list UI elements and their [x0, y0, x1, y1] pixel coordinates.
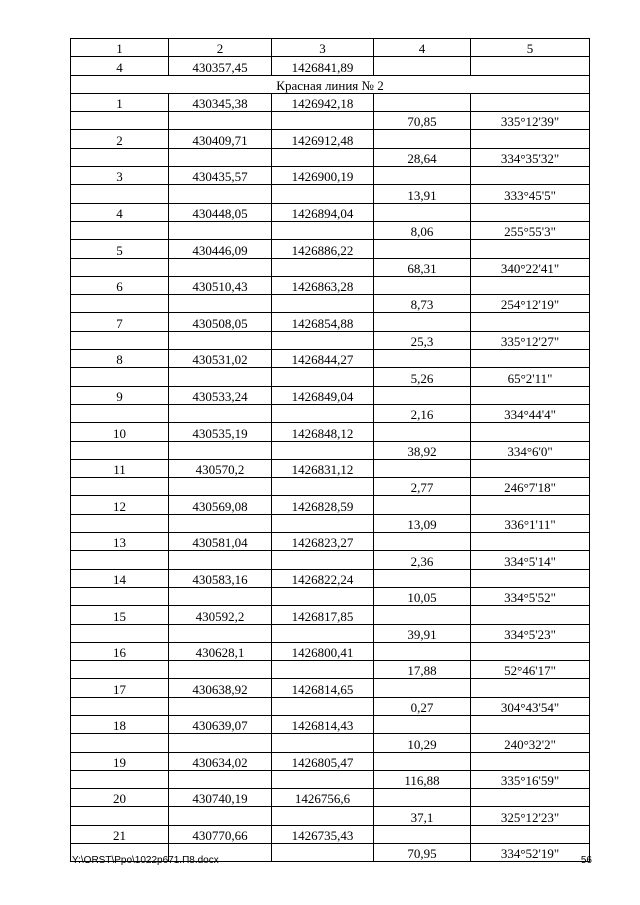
table-cell: 255°55'3" — [471, 221, 590, 239]
table-cell: 430583,16 — [169, 569, 272, 587]
table-cell — [272, 331, 374, 349]
table-cell: 39,91 — [374, 624, 471, 642]
table-cell: 1426886,22 — [272, 240, 374, 258]
header-cell: 4 — [374, 39, 471, 57]
table-cell: 325°12'23" — [471, 807, 590, 825]
table-cell: 336°1'11" — [471, 514, 590, 532]
table-cell: 21 — [71, 825, 169, 843]
table-cell: 430639,07 — [169, 715, 272, 733]
table-cell: 10 — [71, 423, 169, 441]
table-cell: 15 — [71, 606, 169, 624]
table-cell: 5,26 — [374, 368, 471, 386]
table-cell — [71, 734, 169, 752]
table-cell: 13 — [71, 533, 169, 551]
table-row — [71, 752, 590, 770]
table-cell: 2,77 — [374, 478, 471, 496]
table-row — [71, 459, 590, 477]
table-cell: 430638,92 — [169, 679, 272, 697]
table-row — [71, 551, 590, 569]
table-row — [71, 715, 590, 733]
table-cell — [169, 514, 272, 532]
table-cell: 3 — [71, 167, 169, 185]
table-cell — [169, 441, 272, 459]
header-cell: 5 — [471, 39, 590, 57]
table-cell: 430409,71 — [169, 130, 272, 148]
table-row — [71, 478, 590, 496]
table-cell — [71, 148, 169, 166]
table-cell: 1426942,18 — [272, 93, 374, 111]
table-cell — [169, 258, 272, 276]
table-cell: 333°45'5" — [471, 185, 590, 203]
section-title: Красная линия № 2 — [71, 75, 590, 93]
table-cell: 28,64 — [374, 148, 471, 166]
table-cell: 8,06 — [374, 221, 471, 239]
table-cell — [71, 221, 169, 239]
table-cell: 1426817,85 — [272, 606, 374, 624]
table-cell — [272, 770, 374, 788]
table-cell — [272, 258, 374, 276]
table-cell — [374, 679, 471, 697]
table-cell — [374, 313, 471, 331]
table-cell — [471, 276, 590, 294]
table-row — [71, 679, 590, 697]
table-cell — [272, 514, 374, 532]
table-cell — [374, 789, 471, 807]
table-cell: 430531,02 — [169, 350, 272, 368]
table-cell — [471, 789, 590, 807]
table-cell — [71, 441, 169, 459]
table-cell: 13,09 — [374, 514, 471, 532]
table-cell: 6 — [71, 276, 169, 294]
table-cell: 12 — [71, 496, 169, 514]
table-cell: 38,92 — [374, 441, 471, 459]
table-cell: 430592,2 — [169, 606, 272, 624]
table-cell: 18 — [71, 715, 169, 733]
table-cell: 430357,45 — [169, 57, 272, 75]
table-cell: 430533,24 — [169, 386, 272, 404]
table-cell: 430510,43 — [169, 276, 272, 294]
table-cell — [272, 441, 374, 459]
table-cell: 2,16 — [374, 404, 471, 422]
table-cell: 340°22'41" — [471, 258, 590, 276]
table-row — [71, 112, 590, 130]
table-cell — [272, 587, 374, 605]
table-row — [71, 789, 590, 807]
table-row — [71, 386, 590, 404]
table-cell — [374, 533, 471, 551]
table-cell: 8,73 — [374, 295, 471, 313]
table-cell: 334°5'52" — [471, 587, 590, 605]
table-cell: 13,91 — [374, 185, 471, 203]
table-cell — [272, 148, 374, 166]
table-cell — [471, 459, 590, 477]
table-cell: 8 — [71, 350, 169, 368]
table-row — [71, 496, 590, 514]
table-cell: 1426823,27 — [272, 533, 374, 551]
table-cell: 116,88 — [374, 770, 471, 788]
table-cell — [374, 606, 471, 624]
table-cell — [71, 258, 169, 276]
table-cell: 1426756,6 — [272, 789, 374, 807]
table-cell — [374, 752, 471, 770]
table-cell — [272, 478, 374, 496]
table-cell — [71, 807, 169, 825]
table-cell: 1426900,19 — [272, 167, 374, 185]
table-cell — [169, 404, 272, 422]
table-cell — [272, 551, 374, 569]
table-cell — [471, 496, 590, 514]
table-row — [71, 587, 590, 605]
header-cell: 1 — [71, 39, 169, 57]
table-row — [71, 807, 590, 825]
table-cell: 430345,38 — [169, 93, 272, 111]
table-cell — [169, 807, 272, 825]
table-cell — [374, 496, 471, 514]
table-cell — [272, 185, 374, 203]
table-row — [71, 624, 590, 642]
table-cell: 11 — [71, 459, 169, 477]
table-cell: 430435,57 — [169, 167, 272, 185]
table-cell — [272, 368, 374, 386]
table-cell — [169, 551, 272, 569]
table-body — [71, 39, 590, 862]
table-cell — [374, 459, 471, 477]
table-cell — [471, 752, 590, 770]
table-cell: 4 — [71, 203, 169, 221]
table-cell: 1426844,27 — [272, 350, 374, 368]
table-cell: 430570,2 — [169, 459, 272, 477]
table-row — [71, 57, 590, 75]
table-cell: 334°6'0" — [471, 441, 590, 459]
table-cell — [471, 57, 590, 75]
table-cell: 37,1 — [374, 807, 471, 825]
table-row — [71, 93, 590, 111]
table-cell: 430446,09 — [169, 240, 272, 258]
table-cell: 68,31 — [374, 258, 471, 276]
header-row — [71, 39, 590, 57]
table-cell: 335°12'27" — [471, 331, 590, 349]
table-cell — [169, 478, 272, 496]
table-cell — [169, 368, 272, 386]
table-cell — [471, 93, 590, 111]
table-cell — [471, 423, 590, 441]
table-cell — [374, 130, 471, 148]
table-cell — [272, 807, 374, 825]
header-cell: 2 — [169, 39, 272, 57]
table-cell — [374, 57, 471, 75]
table-cell: 70,95 — [374, 844, 471, 862]
table-cell — [374, 386, 471, 404]
table-cell — [374, 93, 471, 111]
table-cell — [71, 331, 169, 349]
table-row — [71, 770, 590, 788]
table-cell: 430535,19 — [169, 423, 272, 441]
table-cell — [272, 661, 374, 679]
table-cell: 334°5'14" — [471, 551, 590, 569]
table-cell — [272, 697, 374, 715]
table-cell: 1426814,43 — [272, 715, 374, 733]
table-cell: 1426894,04 — [272, 203, 374, 221]
table-cell: 430581,04 — [169, 533, 272, 551]
table-cell: 246°7'18" — [471, 478, 590, 496]
table-cell — [471, 569, 590, 587]
table-cell: 10,05 — [374, 587, 471, 605]
table-cell: 7 — [71, 313, 169, 331]
table-cell — [471, 606, 590, 624]
table-row — [71, 130, 590, 148]
table-cell — [71, 295, 169, 313]
table-row — [71, 167, 590, 185]
table-cell: 430508,05 — [169, 313, 272, 331]
table-row — [71, 825, 590, 843]
coordinates-table — [70, 38, 590, 862]
table-cell: 334°5'23" — [471, 624, 590, 642]
table-cell — [169, 185, 272, 203]
table-cell — [272, 112, 374, 130]
table-cell — [71, 624, 169, 642]
table-cell — [169, 734, 272, 752]
table-cell: 1426828,59 — [272, 496, 374, 514]
table-cell — [471, 167, 590, 185]
table-row — [71, 313, 590, 331]
table-cell — [374, 825, 471, 843]
table-cell — [169, 221, 272, 239]
table-row — [71, 441, 590, 459]
table-cell — [71, 478, 169, 496]
table-row — [71, 569, 590, 587]
table-cell — [374, 167, 471, 185]
table-cell: 1426735,43 — [272, 825, 374, 843]
table-cell: 4 — [71, 57, 169, 75]
table-row — [71, 514, 590, 532]
table-cell: 240°32'2" — [471, 734, 590, 752]
table-row — [71, 734, 590, 752]
table-cell — [374, 715, 471, 733]
table-cell — [169, 624, 272, 642]
table-cell — [169, 697, 272, 715]
table-row — [71, 423, 590, 441]
table-cell — [374, 569, 471, 587]
table-cell: 16 — [71, 642, 169, 660]
table-cell — [71, 697, 169, 715]
table-cell — [471, 386, 590, 404]
table-cell: 430740,19 — [169, 789, 272, 807]
table-cell: 1426822,24 — [272, 569, 374, 587]
table-cell: 334°44'4" — [471, 404, 590, 422]
table-cell: 1426841,89 — [272, 57, 374, 75]
table-cell — [169, 661, 272, 679]
table-cell — [71, 368, 169, 386]
table-cell: 1426848,12 — [272, 423, 374, 441]
header-cell: 3 — [272, 39, 374, 57]
table-cell — [71, 514, 169, 532]
table-cell — [471, 313, 590, 331]
table-cell: 254°12'19" — [471, 295, 590, 313]
table-row — [71, 295, 590, 313]
table-cell — [471, 679, 590, 697]
table-cell — [71, 112, 169, 130]
table-cell — [471, 533, 590, 551]
table-cell: 430448,05 — [169, 203, 272, 221]
table-cell — [471, 130, 590, 148]
table-cell — [374, 350, 471, 368]
table-cell: 335°16'59" — [471, 770, 590, 788]
table-cell: 430628,1 — [169, 642, 272, 660]
table-cell: 65°2'11" — [471, 368, 590, 386]
table-cell — [471, 203, 590, 221]
table-cell: 17 — [71, 679, 169, 697]
table-cell: 52°46'17" — [471, 661, 590, 679]
table-row — [71, 404, 590, 422]
table-cell — [169, 587, 272, 605]
table-cell: 9 — [71, 386, 169, 404]
table-cell: 5 — [71, 240, 169, 258]
table-row — [71, 221, 590, 239]
table-row — [71, 258, 590, 276]
table-row — [71, 203, 590, 221]
table-cell: 1426912,48 — [272, 130, 374, 148]
table-cell — [374, 276, 471, 294]
table-cell: 430770,66 — [169, 825, 272, 843]
table-row — [71, 276, 590, 294]
table-cell: 1 — [71, 93, 169, 111]
table-row — [71, 350, 590, 368]
table-row — [71, 606, 590, 624]
table-cell — [471, 350, 590, 368]
table-cell: 335°12'39" — [471, 112, 590, 130]
table-row — [71, 148, 590, 166]
table-cell — [272, 734, 374, 752]
table-cell — [374, 423, 471, 441]
page-number: 56 — [580, 855, 592, 866]
table-cell — [71, 661, 169, 679]
table-cell — [169, 331, 272, 349]
table-cell — [471, 825, 590, 843]
table-cell — [272, 844, 374, 862]
table-cell: 2,36 — [374, 551, 471, 569]
table-cell — [169, 148, 272, 166]
table-cell — [374, 203, 471, 221]
table-cell — [169, 770, 272, 788]
table-cell — [169, 112, 272, 130]
table-cell: 334°52'19" — [471, 844, 590, 862]
table-cell: 430569,08 — [169, 496, 272, 514]
table-row — [71, 240, 590, 258]
table-cell: 1426863,28 — [272, 276, 374, 294]
table-cell: 20 — [71, 789, 169, 807]
table-cell: 1426800,41 — [272, 642, 374, 660]
table-cell: 1426849,04 — [272, 386, 374, 404]
table-cell: 25,3 — [374, 331, 471, 349]
table-cell — [169, 295, 272, 313]
table-cell — [374, 240, 471, 258]
table-cell: 70,85 — [374, 112, 471, 130]
table-row — [71, 697, 590, 715]
table-cell — [71, 404, 169, 422]
table-row — [71, 533, 590, 551]
table-cell: 19 — [71, 752, 169, 770]
table-cell — [374, 642, 471, 660]
table-cell: 17,88 — [374, 661, 471, 679]
table-row — [71, 368, 590, 386]
table-row — [71, 642, 590, 660]
table-row — [71, 185, 590, 203]
table-cell — [272, 295, 374, 313]
table-cell: 14 — [71, 569, 169, 587]
table-cell — [272, 221, 374, 239]
table-cell: 1426814,65 — [272, 679, 374, 697]
table-cell: 10,29 — [374, 734, 471, 752]
table-cell — [71, 587, 169, 605]
table-cell: 1426831,12 — [272, 459, 374, 477]
table-cell — [71, 551, 169, 569]
table-cell: 2 — [71, 130, 169, 148]
table-cell — [471, 642, 590, 660]
table-cell: 304°43'54" — [471, 697, 590, 715]
table-cell — [71, 770, 169, 788]
table-cell — [272, 624, 374, 642]
table-row — [71, 331, 590, 349]
footer-file-path: Y:\ORST\Ppo\1022p671.П8.docx — [72, 855, 219, 866]
table-cell: 430634,02 — [169, 752, 272, 770]
table-cell: 1426854,88 — [272, 313, 374, 331]
table-cell: 334°35'32" — [471, 148, 590, 166]
table-cell — [71, 185, 169, 203]
table-cell — [471, 240, 590, 258]
section-title-row — [71, 75, 590, 93]
table-row — [71, 661, 590, 679]
table-cell: 0,27 — [374, 697, 471, 715]
table-cell: 1426805,47 — [272, 752, 374, 770]
table-cell — [272, 404, 374, 422]
table-cell — [471, 715, 590, 733]
